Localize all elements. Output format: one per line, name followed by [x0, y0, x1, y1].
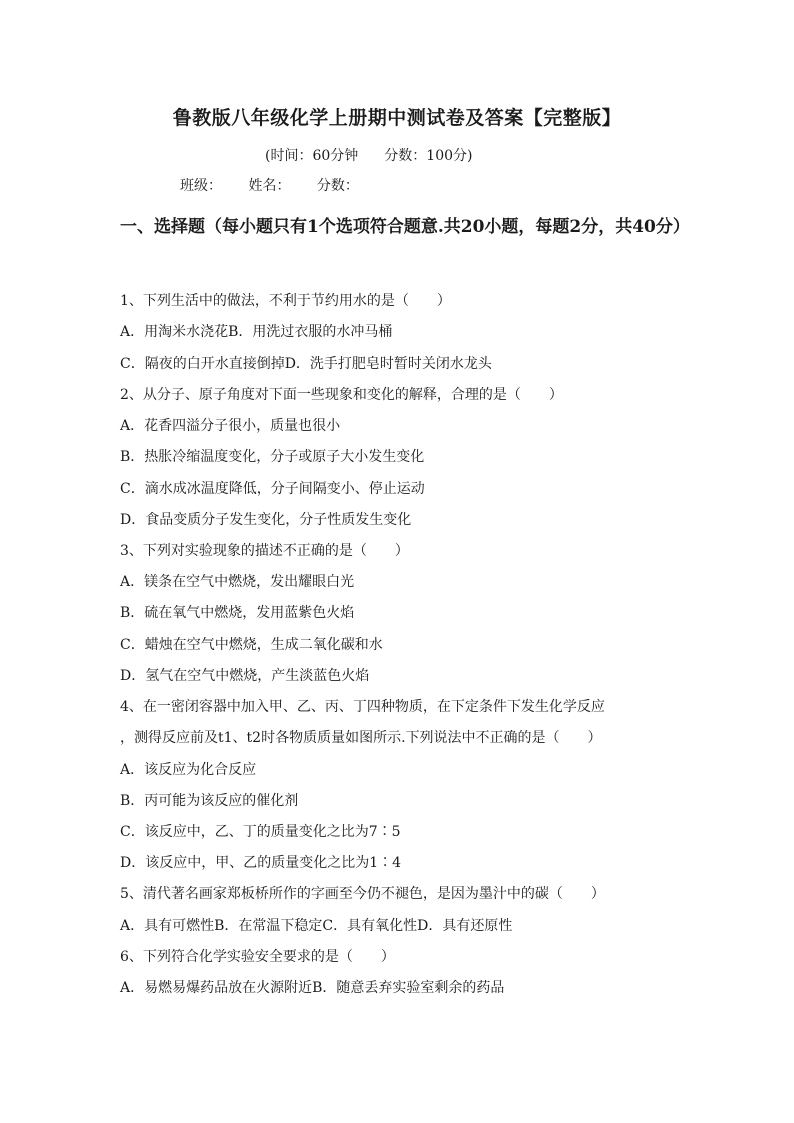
- option-text: D．食品变质分子发生变化，分子性质发生变化: [120, 512, 412, 528]
- document-title: 鲁教版八年级化学上册期中测试卷及答案【完整版】: [172, 107, 622, 129]
- option-text: A．花香四溢分子很小，质量也很小: [120, 418, 341, 434]
- question-text: 1、下列生活中的做法，不利于节约用水的是（ ）: [120, 293, 451, 309]
- option-text: B．硫在氧气中燃烧，发用蓝紫色火焰: [120, 605, 355, 621]
- question-text: 4、在一密闭容器中加入甲、乙、丙、丁四种物质，在下定条件下发生化学反应: [120, 699, 605, 715]
- time-limit: (时间：60分钟: [265, 148, 359, 164]
- option-text: A．易燃易爆药品放在火源附近B．随意丢弃实验室剩余的药品: [120, 980, 505, 996]
- option-text: C．该反应中，乙、丁的质量变化之比为7∶5: [120, 824, 401, 840]
- total-score: 分数：100分): [384, 148, 473, 164]
- option-text: C．滴水成冰温度降低，分子间隔变小、停止运动: [120, 481, 425, 497]
- question-text: 2、从分子、原子角度对下面一些现象和变化的解释，合理的是（ ）: [120, 387, 563, 403]
- question-text: ，测得反应前及t1、t2时各物质质量如图所示.下列说法中不正确的是（ ）: [120, 730, 602, 746]
- question-text: 3、下列对实验现象的描述不正确的是（ ）: [120, 543, 409, 559]
- option-text: A．具有可燃性B．在常温下稳定C．具有氧化性D．具有还原性: [120, 918, 513, 934]
- question-text: 6、下列符合化学实验安全要求的是（ ）: [120, 949, 395, 965]
- option-text: A．用淘米水浇花B．用洗过衣服的水冲马桶: [120, 324, 393, 340]
- option-text: A．镁条在空气中燃烧，发出耀眼白光: [120, 574, 355, 590]
- option-text: B．丙可能为该反应的催化剂: [120, 793, 299, 809]
- option-text: C．蜡烛在空气中燃烧，生成二氧化碳和水: [120, 637, 383, 653]
- score-label: 分数：: [316, 178, 359, 194]
- section-heading: 一、选择题（每小题只有1个选项符合题意.共20小题，每题2分，共40分）: [120, 217, 690, 237]
- option-text: D．氢气在空气中燃烧，产生淡蓝色火焰: [120, 668, 370, 684]
- class-label: 班级：: [180, 178, 222, 194]
- option-text: A．该反应为化合反应: [120, 762, 257, 778]
- student-info-line: [180, 175, 381, 195]
- option-text: B．热胀冷缩温度变化，分子或原子大小发生变化: [120, 449, 425, 465]
- question-text: 5、清代著名画家郑板桥所作的字画至今仍不褪色，是因为墨汁中的碳（ ）: [120, 886, 605, 902]
- option-text: C．隔夜的白开水直接倒掉D．洗手打肥皂时暂时关闭水龙头: [120, 356, 492, 372]
- exam-meta: [265, 145, 472, 165]
- option-text: D．该反应中，甲、乙的质量变化之比为1∶4: [120, 855, 402, 871]
- name-label: 姓名：: [248, 178, 291, 194]
